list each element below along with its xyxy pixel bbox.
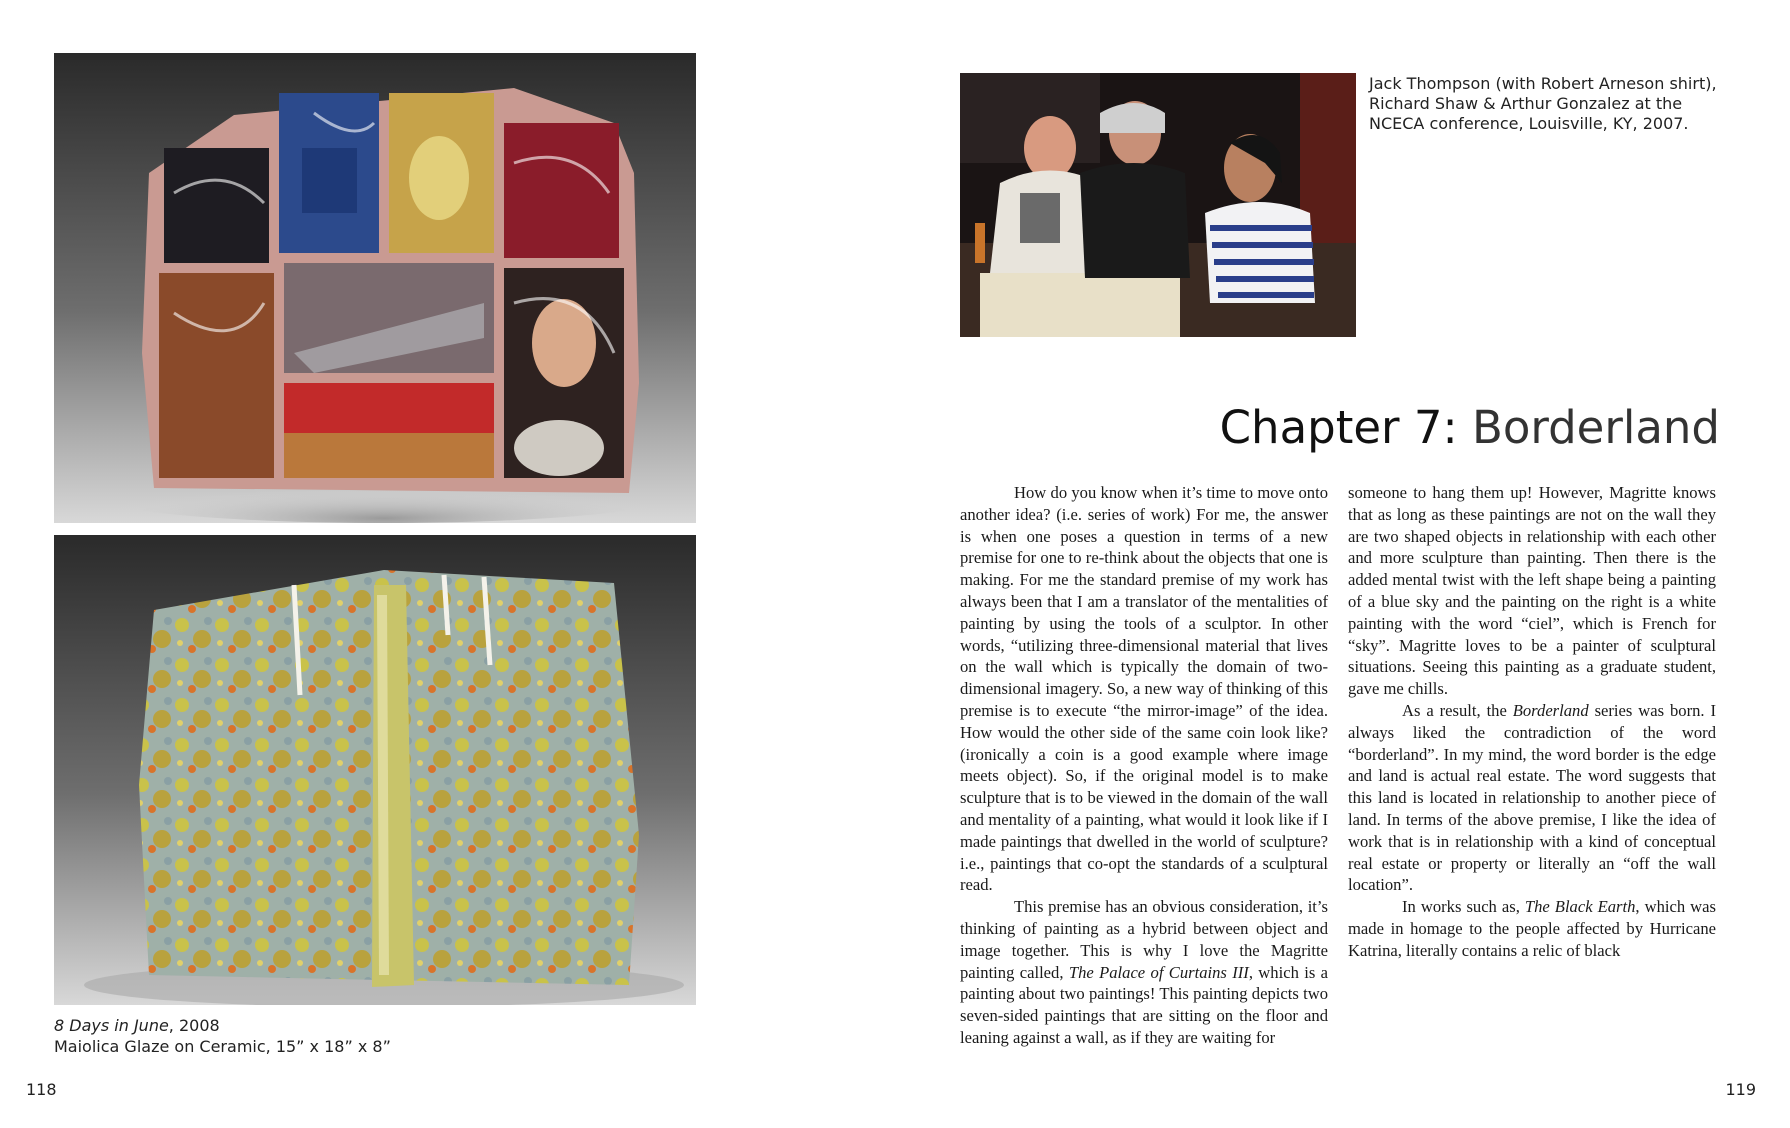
body-text: , which was made in homage to the people affected by Hurricane Katrina, literally contains a relic of black	[1348, 897, 1716, 960]
right-page	[895, 0, 1790, 1128]
body-paragraph-3	[1348, 700, 1716, 896]
artwork-title: 8 Days in June	[54, 1016, 169, 1035]
artwork-medium: Maiolica Glaze on Ceramic, 15” x 18” x 8”	[54, 1037, 391, 1056]
page-number-right: 119	[1725, 1080, 1756, 1099]
artwork-reference: The Black Earth	[1524, 897, 1636, 917]
artwork-photo-front	[54, 53, 696, 523]
photo-caption: Jack Thompson (with Robert Arneson shirt), Richard Shaw & Arthur Gonzalez at the NCECA conference, Louisville, KY, 2007.	[1369, 74, 1717, 133]
body-text: , which is a painting about two paintings! This painting depicts two seven-sided paintings that are sitting on the floor and leaning against a wall, as if they are waiting for	[960, 962, 1328, 1047]
body-paragraph-2-continued: someone to hang them up! However, Magritte knows that as long as these paintings are not on the wall they are two shaped objects in relationship with each other and more sculpture than painting. Then there is the added mental twist with the left shape being a painting of a blue sky and the painting on the right is a white painting with the word “ciel”, which is French for “sky”. Magritte loves to be a painter of sculptural situations. Seeing this painting as a graduate student, gave me chills.	[1348, 483, 1716, 699]
body-paragraph-2-start	[960, 896, 1328, 1049]
body-paragraph-1: How do you know when it’s time to move onto another idea? (i.e. series of work) For me, the answer is when one poses a question in terms of a new premise for one to re-think about the objects that one is making. For me the standard premise of my work has always been that I am a translator of the mentalities of painting by using the tools of a sculptor. In other words, “utilizing three-dimensional material that lives on the wall which is typically the domain of two-dimensional imagery. So, a new way of thinking of this premise is to execute “the mirror-image” of the idea. How would the other side of the same coin look like? (ironically a coin is a good example where image meets object). So, if the original model is to make sculpture that is to be viewed in the domain of the wall and mentality of a painting, what would it look like if I made paintings that dwelled in the world of sculpture? i.e., paintings that co-opt the standards of a sculptural read.	[960, 483, 1328, 895]
body-text: series was born. I always liked the contradiction of the word “borderland”. In my mind, the word border is the edge and land is actual real estate. The word suggests that this land is located in relationship to another piece of land. In terms of the above premise, I like the idea of work that is in relationship with a kind of conceptual real estate or property or literally an “off the wall location”.	[1348, 700, 1716, 895]
body-text: As a result, the	[1402, 700, 1513, 720]
series-reference: Borderland	[1512, 700, 1589, 720]
artwork-title-line	[54, 1015, 654, 1036]
body-text: This premise has an obvious consideration, it’s thinking of painting as a hybrid between object and image together. This is why I love the Magritte painting called,	[960, 897, 1328, 982]
artwork-photo-side	[54, 535, 696, 1005]
artwork-reference: The Palace of Curtains III	[1068, 962, 1249, 982]
text-column-2	[1348, 482, 1716, 962]
chapter-title	[1220, 398, 1720, 458]
chapter-name: Borderland	[1471, 401, 1720, 454]
artwork-caption	[54, 1015, 654, 1057]
chapter-number: Chapter 7:	[1219, 401, 1458, 454]
body-text: In works such as,	[1402, 897, 1525, 917]
page-number-left: 118	[26, 1080, 57, 1099]
artwork-year: , 2008	[168, 1016, 220, 1035]
body-paragraph-4	[1348, 896, 1716, 961]
group-photo	[960, 73, 1356, 337]
text-column-1	[960, 482, 1328, 1049]
